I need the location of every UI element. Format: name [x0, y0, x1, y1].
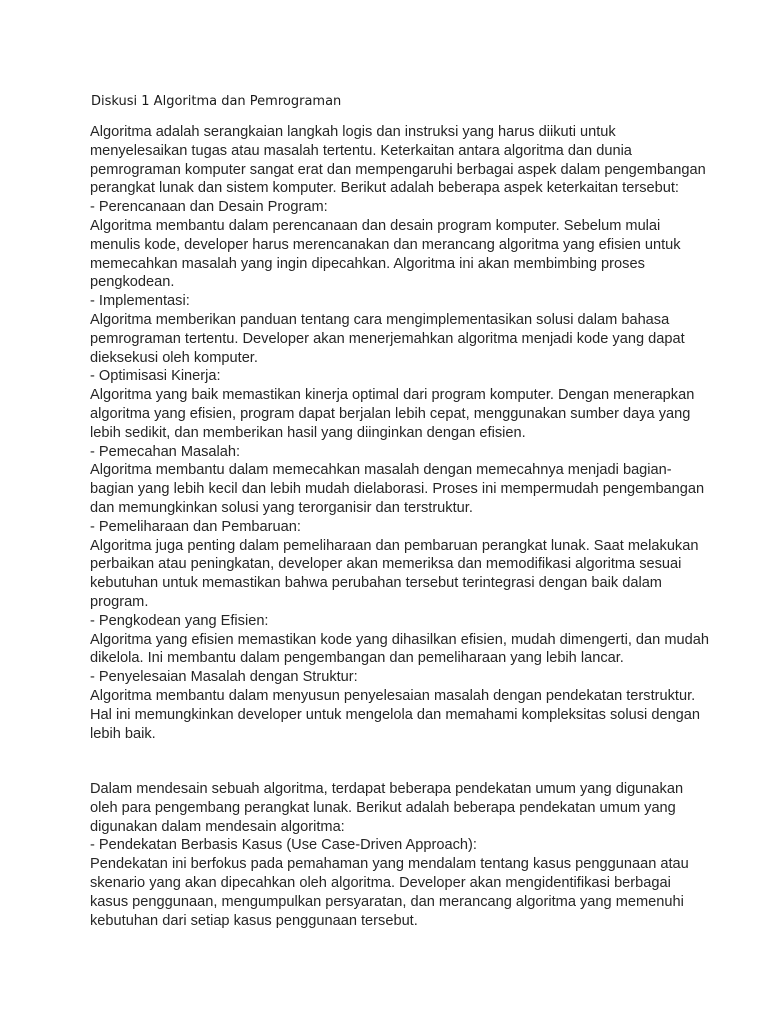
text-line: dikelola. Ini membantu dalam pengembangan dan pemeliharaan yang lebih lancar.: [90, 650, 624, 667]
text-line: - Penyelesaian Masalah dengan Struktur:: [90, 669, 358, 686]
text-line: Algoritma memberikan panduan tentang cara mengimplementasikan solusi dalam bahasa: [90, 311, 670, 328]
text-line: dan memungkinkan solusi yang terorganisir dan terstruktur.: [90, 499, 473, 516]
text-line: Algoritma membantu dalam menyusun penyelesaian masalah dengan pendekatan terstruktur.: [90, 687, 696, 704]
text-line: menulis kode, developer harus merencanakan dan merancang algoritma yang efisien untuk: [90, 236, 681, 253]
document-title: Diskusi 1 Algoritma dan Pemrograman: [91, 94, 342, 109]
body-paragraph-block-2: [90, 780, 689, 930]
body-paragraph-block-1: [90, 123, 709, 743]
text-line: perangkat lunak dan sistem komputer. Berikut adalah beberapa aspek keterkaitan tersebut:: [90, 180, 679, 197]
text-line: Algoritma juga penting dalam pemeliharaan dan pembaruan perangkat lunak. Saat melakukan: [90, 537, 699, 554]
text-line: program.: [90, 593, 149, 610]
text-line: - Implementasi:: [90, 293, 190, 310]
text-line: skenario yang akan dipecahkan oleh algoritma. Developer akan mengidentifikasi berbagai: [90, 874, 671, 891]
text-line: - Pendekatan Berbasis Kasus (Use Case-Driven Approach):: [90, 837, 477, 854]
text-line: menyelesaikan tugas atau masalah tertentu. Keterkaitan antara algoritma dan dunia: [90, 142, 632, 159]
text-line: Pendekatan ini berfokus pada pemahaman yang mendalam tentang kasus penggunaan atau: [90, 856, 689, 873]
text-line: - Pemecahan Masalah:: [90, 443, 241, 460]
text-line: kasus penggunaan, mengumpulkan persyaratan, dan merancang algoritma yang memenuhi: [90, 893, 684, 910]
text-line: dieksekusi oleh komputer.: [90, 349, 258, 366]
text-line: Algoritma membantu dalam perencanaan dan desain program komputer. Sebelum mulai: [90, 217, 661, 234]
text-line: bagian yang lebih kecil dan lebih mudah dielaborasi. Proses ini mempermudah pengembangan: [90, 481, 705, 498]
text-line: lebih baik.: [90, 725, 156, 742]
text-line: - Pemeliharaan dan Pembaruan:: [90, 518, 301, 535]
text-line: - Pengkodean yang Efisien:: [90, 612, 269, 629]
text-line: - Optimisasi Kinerja:: [90, 368, 221, 385]
text-line: Algoritma yang baik memastikan kinerja optimal dari program komputer. Dengan menerapkan: [90, 387, 695, 404]
text-line: perbaikan atau peningkatan, developer akan memeriksa dan memodifikasi algoritma sesuai: [90, 556, 682, 573]
text-line: Hal ini memungkinkan developer untuk mengelola dan memahami kompleksitas solusi dengan: [90, 706, 701, 723]
text-line: digunakan dalam mendesain algoritma:: [90, 818, 345, 835]
text-line: memecahkan masalah yang ingin dipecahkan. Algoritma ini akan membimbing proses: [90, 255, 645, 272]
text-line: Algoritma adalah serangkaian langkah logis dan instruksi yang harus diikuti untuk: [90, 124, 616, 140]
text-line: kebutuhan dari setiap kasus penggunaan tersebut.: [90, 912, 418, 929]
text-line: Dalam mendesain sebuah algoritma, terdapat beberapa pendekatan umum yang digunakan: [90, 781, 684, 797]
text-line: lebih sedikit, dan memberikan hasil yang diinginkan dengan efisien.: [90, 424, 526, 441]
text-line: Algoritma yang efisien memastikan kode yang dihasilkan efisien, mudah dimengerti, dan mudah: [90, 631, 709, 648]
text-line: algoritma yang efisien, program dapat berjalan lebih cepat, menggunakan sumber daya yang: [90, 405, 691, 422]
text-line: pemrograman tertentu. Developer akan menerjemahkan algoritma menjadi kode yang dapat: [90, 330, 685, 347]
text-line: pemrograman komputer sangat erat dan mempengaruhi berbagai aspek dalam pengembangan: [90, 161, 706, 178]
text-line: - Perencanaan dan Desain Program:: [90, 199, 328, 216]
text-line: oleh para pengembang perangkat lunak. Berikut adalah beberapa pendekatan umum yang: [90, 799, 676, 816]
text-line: kebutuhan untuk memastikan bahwa perubahan tersebut terintegrasi dengan baik dalam: [90, 575, 662, 592]
text-line: Algoritma membantu dalam memecahkan masalah dengan memecahnya menjadi bagian-: [90, 462, 672, 479]
text-line: pengkodean.: [90, 274, 175, 291]
